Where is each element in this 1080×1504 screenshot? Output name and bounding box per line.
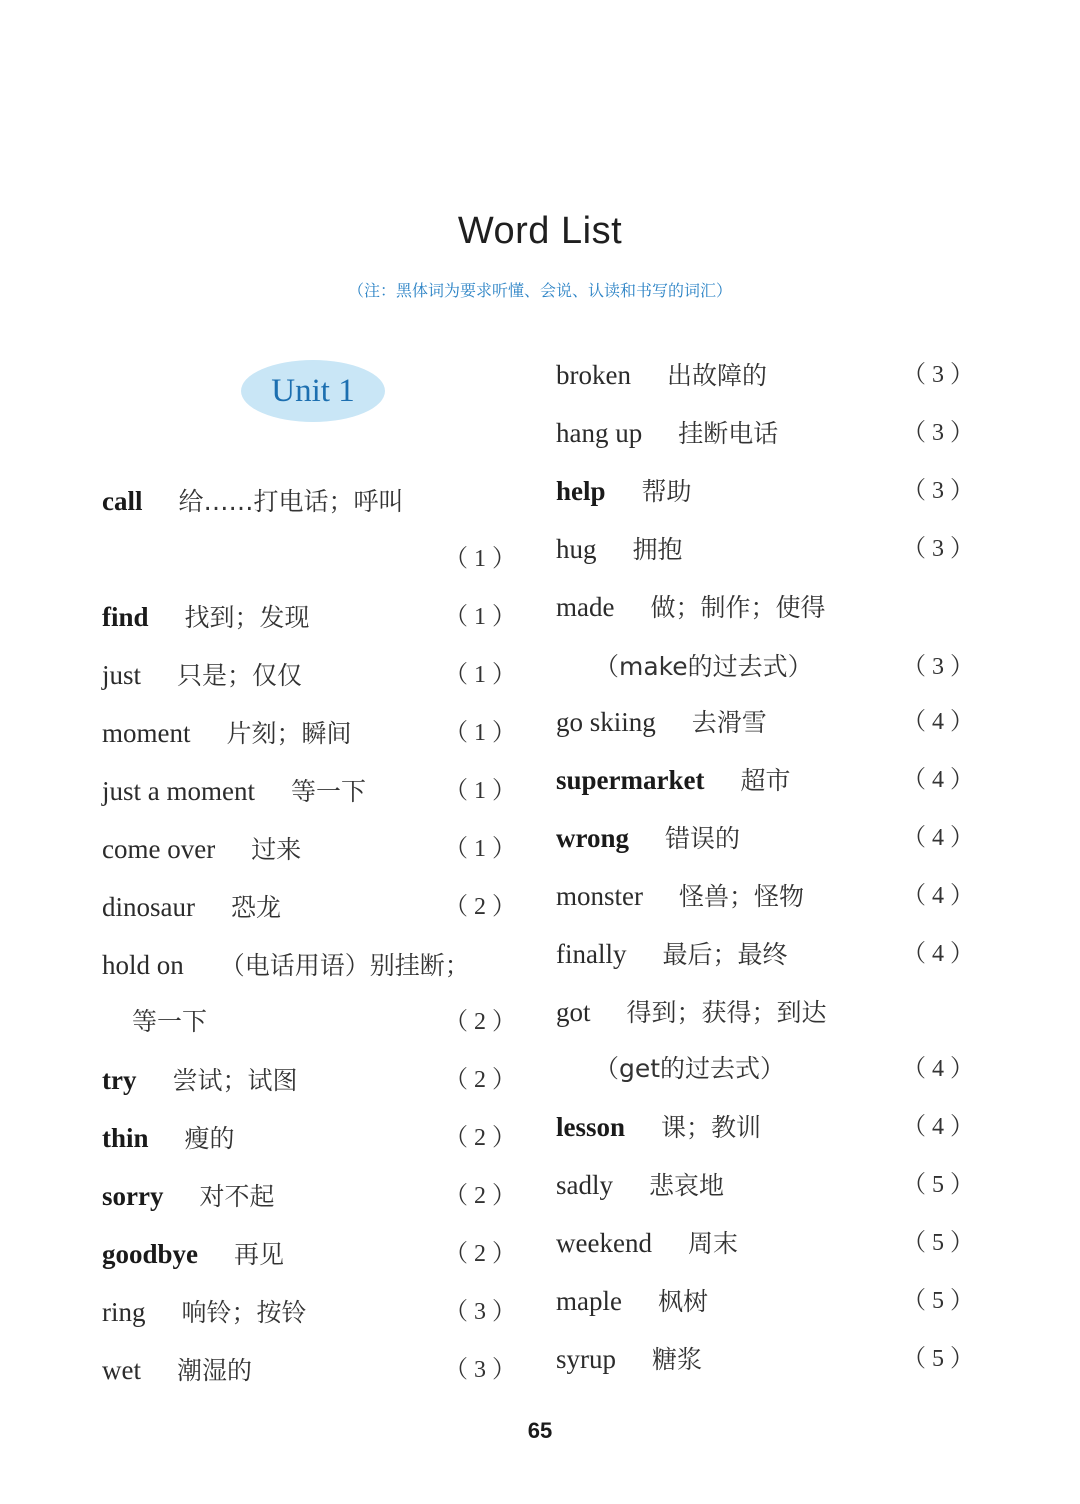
word-entry <box>102 713 522 753</box>
entry-meaning: 出故障的 <box>666 361 767 390</box>
entry-word: hang up <box>556 418 643 448</box>
entry-unit-number: （5） <box>902 1230 980 1256</box>
word-entry <box>556 1049 980 1089</box>
entry-unit-number: （4） <box>902 1056 980 1082</box>
entry-word: thin <box>102 1123 149 1153</box>
entry-meaning: 怪兽；怪物 <box>679 882 805 911</box>
entry-meaning-continued: （make的过去式） <box>594 652 813 681</box>
entry-meaning: 周末 <box>687 1229 738 1258</box>
entry-meaning: 枫树 <box>657 1287 708 1316</box>
entry-meaning: 超市 <box>740 766 791 795</box>
page-title: Word List <box>457 210 623 252</box>
entry-meaning: 瘦的 <box>184 1124 235 1153</box>
entry-unit-number: （2） <box>444 894 522 920</box>
entry-meaning: （电话用语）别挂断； <box>219 951 470 980</box>
entry-unit-number: （1） <box>444 546 522 572</box>
entry-word: come over <box>102 834 216 864</box>
entry-word: dinosaur <box>102 892 195 922</box>
entry-meaning: 对不起 <box>199 1182 275 1211</box>
entry-meaning: 糖浆 <box>652 1345 703 1374</box>
word-entry <box>102 887 522 927</box>
entry-word: wrong <box>556 823 630 853</box>
entry-word: wet <box>102 1355 141 1385</box>
entry-meaning: 等一下 <box>290 777 366 806</box>
entry-word: moment <box>102 718 191 748</box>
word-entry <box>556 1339 980 1379</box>
right-column <box>540 0 1080 1504</box>
entry-meaning-continued: （get的过去式） <box>594 1054 786 1083</box>
entry-unit-number: （4） <box>902 825 980 851</box>
entry-word: broken <box>556 360 631 390</box>
word-entry <box>102 1118 522 1158</box>
entry-meaning: 课；教训 <box>661 1113 762 1142</box>
entry-word: help <box>556 476 606 506</box>
entry-unit-number: （4） <box>902 767 980 793</box>
word-entry <box>102 829 522 869</box>
entry-unit-number: （3） <box>902 362 980 388</box>
entry-meaning: 最后；最终 <box>662 940 788 969</box>
entry-unit-number: （2） <box>444 1183 522 1209</box>
entry-meaning: 悲哀地 <box>649 1171 725 1200</box>
word-entry <box>102 597 522 637</box>
entry-meaning: 挂断电话 <box>678 419 779 448</box>
entry-word: find <box>102 602 149 632</box>
word-entry <box>556 529 980 569</box>
entry-unit-number: （5） <box>902 1346 980 1372</box>
entry-meaning: 只是；仅仅 <box>177 661 303 690</box>
entry-word: sadly <box>556 1170 613 1200</box>
word-entry <box>102 945 522 985</box>
entry-meaning: 过来 <box>251 835 302 864</box>
word-entry <box>102 771 522 811</box>
entry-unit-number: （4） <box>902 709 980 735</box>
unit-badge: Unit 1 <box>241 360 385 422</box>
word-entry <box>102 1002 522 1042</box>
entry-unit-number: （1） <box>444 720 522 746</box>
entry-meaning: 错误的 <box>665 824 741 853</box>
entry-word: just a moment <box>102 776 255 806</box>
word-entry <box>556 1107 980 1147</box>
entry-word: monster <box>556 881 643 911</box>
entry-meaning: 找到；发现 <box>184 603 310 632</box>
entry-word: hold on <box>102 950 184 980</box>
entry-word: got <box>556 997 591 1027</box>
entry-word: syrup <box>556 1344 616 1374</box>
entry-meaning: 响铃；按铃 <box>181 1298 307 1327</box>
entry-word: sorry <box>102 1181 164 1211</box>
entry-unit-number: （4） <box>902 1114 980 1140</box>
entry-word: made <box>556 592 615 622</box>
entry-unit-number: （4） <box>902 941 980 967</box>
word-entry <box>556 647 980 687</box>
entry-meaning: 片刻；瞬间 <box>226 719 352 748</box>
word-entry <box>556 471 980 511</box>
word-entry <box>556 355 980 395</box>
page-number: 65 <box>527 1418 553 1443</box>
entry-word: lesson <box>556 1112 626 1142</box>
entry-word: just <box>102 660 142 690</box>
entry-word: maple <box>556 1286 622 1316</box>
entry-meaning: 再见 <box>234 1240 285 1269</box>
entry-unit-number: （3） <box>902 420 980 446</box>
entry-meaning: 做；制作；使得 <box>650 593 826 622</box>
entry-word: go skiing <box>556 707 656 737</box>
entry-word: try <box>102 1065 137 1095</box>
entry-word: goodbye <box>102 1239 199 1269</box>
entry-unit-number: （1） <box>444 662 522 688</box>
word-entry <box>102 1350 522 1390</box>
page-note: （注：黑体词为要求听懂、会说、认读和书写的词汇） <box>347 281 732 300</box>
word-entry <box>102 1234 522 1274</box>
entry-meaning: 给……打电话；呼叫 <box>178 487 404 516</box>
entry-word: hug <box>556 534 597 564</box>
entry-unit-number: （3） <box>902 654 980 680</box>
word-entry <box>556 413 980 453</box>
entry-word: weekend <box>556 1228 652 1258</box>
word-entry <box>102 1292 522 1332</box>
entry-meaning: 拥抱 <box>632 535 683 564</box>
entry-word: finally <box>556 939 627 969</box>
entry-meaning: 潮湿的 <box>176 1356 252 1385</box>
entry-meaning: 尝试；试图 <box>172 1066 298 1095</box>
word-entry <box>556 992 980 1032</box>
entry-unit-number: （3） <box>444 1299 522 1325</box>
entry-unit-number: （1） <box>444 836 522 862</box>
entry-unit-number: （1） <box>444 604 522 630</box>
entry-unit-number: （3） <box>902 536 980 562</box>
entry-unit-number: （5） <box>902 1288 980 1314</box>
entry-meaning: 得到；获得；到达 <box>626 998 827 1027</box>
word-entry <box>556 1223 980 1263</box>
entry-unit-number: （2） <box>444 1125 522 1151</box>
word-entry <box>102 1176 522 1216</box>
entry-unit-number: （2） <box>444 1009 522 1035</box>
entry-word: supermarket <box>556 765 705 795</box>
entry-unit-number: （3） <box>444 1357 522 1383</box>
word-entry <box>102 655 522 695</box>
entry-unit-number: （3） <box>902 478 980 504</box>
word-entry <box>556 1165 980 1205</box>
entry-meaning: 帮助 <box>641 477 692 506</box>
entry-unit-number: （5） <box>902 1172 980 1198</box>
entry-unit-number: （4） <box>902 883 980 909</box>
word-entry <box>556 818 980 858</box>
entry-meaning: 去滑雪 <box>691 708 767 737</box>
entry-unit-number: （2） <box>444 1067 522 1093</box>
entry-meaning: 恐龙 <box>230 893 281 922</box>
word-entry <box>102 481 522 521</box>
word-entry <box>556 587 980 627</box>
entry-unit-number: （2） <box>444 1241 522 1267</box>
word-entry <box>556 760 980 800</box>
word-entry <box>556 934 980 974</box>
entry-word: ring <box>102 1297 146 1327</box>
word-entry <box>102 1060 522 1100</box>
word-entry <box>556 876 980 916</box>
word-entry <box>102 539 522 579</box>
entry-unit-number: （1） <box>444 778 522 804</box>
word-entry <box>556 1281 980 1321</box>
entry-meaning-continued: 等一下 <box>132 1007 208 1036</box>
entry-word: call <box>102 486 143 516</box>
word-entry <box>556 702 980 742</box>
